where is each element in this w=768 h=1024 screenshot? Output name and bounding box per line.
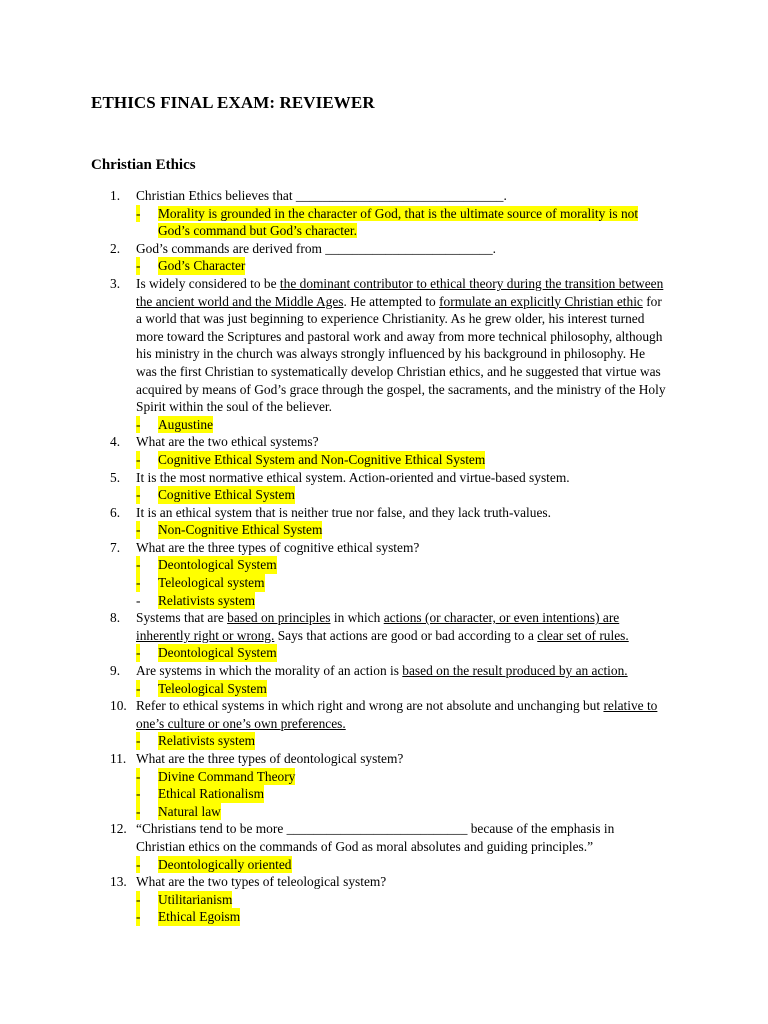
answer-dash: - (136, 909, 141, 925)
answer-text: Ethical Rationalism (158, 786, 264, 802)
question-text: Are systems in which the morality of an action is based on the result produced by an action. (136, 663, 628, 679)
answer-text: Relativists system (158, 733, 256, 749)
answer-text: Utilitarianism (158, 891, 233, 907)
question-text: God’s commands are derived from _________________________. (136, 240, 497, 256)
answer-dash: - (136, 522, 141, 538)
answer-text: Relativists system (158, 592, 256, 608)
question-list (0, 187, 768, 926)
question-1 (0, 187, 768, 205)
question-2 (0, 240, 768, 258)
question-11 (0, 750, 768, 768)
answer-text: Teleological system (158, 575, 265, 591)
answer-dash: - (136, 786, 141, 802)
answer-dash: - (136, 487, 141, 503)
underlined-phrase: based on principles (227, 610, 331, 626)
answer-dash: - (136, 557, 141, 573)
answer-text: Deontological System (158, 645, 277, 661)
answer-13a (0, 891, 768, 909)
answer-text: Deontological System (158, 557, 277, 573)
answer-dash: - (136, 575, 141, 591)
question-number: 7. (110, 539, 121, 555)
question-9 (0, 662, 768, 680)
question-5 (0, 469, 768, 487)
question-number: 1. (110, 188, 121, 203)
question-8 (0, 609, 768, 644)
answer-dash: - (136, 258, 141, 274)
answer-dash: - (136, 856, 141, 872)
answer-dash: - (136, 768, 141, 784)
answer-text: Non-Cognitive Ethical System (158, 522, 323, 538)
answer-8 (0, 644, 768, 662)
question-number: 5. (110, 469, 121, 485)
question-number: 3. (110, 275, 121, 291)
answer-3 (0, 416, 768, 434)
answer-12 (0, 856, 768, 874)
underlined-phrase: formulate an explicitly Christian ethic (439, 293, 643, 309)
answer-11b (0, 785, 768, 803)
answer-text: Teleological System (158, 680, 267, 696)
answer-text: Deontologically oriented (158, 856, 292, 872)
question-text: Christian Ethics believes that _______________________________. (136, 188, 507, 203)
answer-4 (0, 451, 768, 469)
answer-11a (0, 768, 768, 786)
answer-text: Natural law (158, 803, 221, 819)
answer-dash: - (136, 733, 141, 749)
answer-5 (0, 486, 768, 504)
question-4 (0, 433, 768, 451)
underlined-phrase: based on the result produced by an action. (402, 663, 628, 679)
answer-text: Morality is grounded in the character of God, that is the ultimate source of morality is not God’s command but God’s character. (158, 205, 639, 239)
question-10 (0, 697, 768, 732)
answer-text: Cognitive Ethical System and Non-Cognitive Ethical System (158, 451, 486, 467)
question-text: Systems that are based on principles in which actions (or character, or even intentions) are inherently right or wrong. Says that actions are good or bad according to a clear set of rules. (136, 610, 629, 643)
answer-11c (0, 803, 768, 821)
answer-10 (0, 732, 768, 750)
question-number: 4. (110, 434, 121, 450)
answer-dash: - (136, 416, 141, 432)
question-text: What are the three types of deontological system? (136, 751, 404, 766)
question-text: Refer to ethical systems in which right and wrong are not absolute and unchanging but relative to one’s culture or one’s own preferences. (136, 698, 658, 731)
answer-text: Ethical Egoism (158, 909, 241, 925)
question-text: “Christians tend to be more ___________________________ because of the emphasis in Christian ethics on the commands of God as moral absolutes and guiding principles.” (136, 821, 615, 854)
answer-text: Augustine (158, 416, 214, 432)
answer-2 (0, 257, 768, 275)
answer-1 (0, 205, 768, 240)
answer-7a (0, 556, 768, 574)
underlined-phrase: clear set of rules. (537, 627, 629, 643)
question-3 (0, 275, 768, 416)
answer-text: God’s Character (158, 258, 246, 274)
question-number: 8. (110, 610, 121, 626)
underlined-phrase: the dominant contributor to ethical theory during the transition between the ancient world and the Middle Ages (136, 275, 664, 309)
underlined-phrase: relative to one’s culture or one’s own preferences. (136, 698, 658, 731)
answer-7c (0, 592, 768, 610)
question-text: Is widely considered to be the dominant contributor to ethical theory during the transition between the ancient world and the Middle Ages. He attempted to formulate an explicitly Christian ethic for a world that was just beginning to experience Christianity. As he grew older, his interest turned more toward the Scriptures and pastoral work and away from more technical philosophy, although his ministry in the church was always strongly influenced by his background in philosophy. He was the first Christian to systematically develop Christian ethics, and he suggested that virtue was acquired by means of God’s grace through the gospel, the sacraments, and the ministry of the Holy Spirit within the soul of the believer. (136, 275, 666, 415)
underlined-phrase: actions (or character, or even intentions) are inherently right or wrong. (136, 610, 620, 643)
answer-6 (0, 521, 768, 539)
question-text: It is an ethical system that is neither true nor false, and they lack truth-values. (136, 504, 551, 520)
section-heading: Christian Ethics (91, 157, 196, 173)
question-text: What are the three types of cognitive ethical system? (136, 539, 420, 555)
answer-dash: - (136, 451, 141, 467)
answer-dash: - (136, 680, 141, 696)
answer-7b (0, 574, 768, 592)
question-number: 13. (110, 874, 127, 890)
question-12 (0, 820, 768, 855)
answer-text: Divine Command Theory (158, 768, 296, 784)
question-text: What are the two types of teleological system? (136, 874, 387, 890)
question-number: 11. (110, 751, 127, 766)
answer-13b (0, 908, 768, 926)
question-number: 12. (110, 821, 127, 837)
question-13 (0, 873, 768, 891)
answer-9 (0, 680, 768, 698)
answer-text: Cognitive Ethical System (158, 487, 295, 503)
document-title: ETHICS FINAL EXAM: REVIEWER (91, 93, 375, 112)
answer-dash: - (136, 803, 141, 819)
question-number: 10. (110, 698, 127, 714)
question-number: 2. (110, 240, 121, 256)
answer-dash: - (136, 645, 141, 661)
answer-dash: - (136, 205, 141, 221)
question-number: 6. (110, 504, 121, 520)
question-6 (0, 504, 768, 522)
question-text: It is the most normative ethical system. Action-oriented and virtue-based system. (136, 469, 570, 485)
question-text: What are the two ethical systems? (136, 434, 319, 450)
answer-dash: - (136, 891, 141, 907)
question-number: 9. (110, 663, 121, 679)
answer-dash: - (136, 592, 141, 608)
question-7 (0, 539, 768, 557)
